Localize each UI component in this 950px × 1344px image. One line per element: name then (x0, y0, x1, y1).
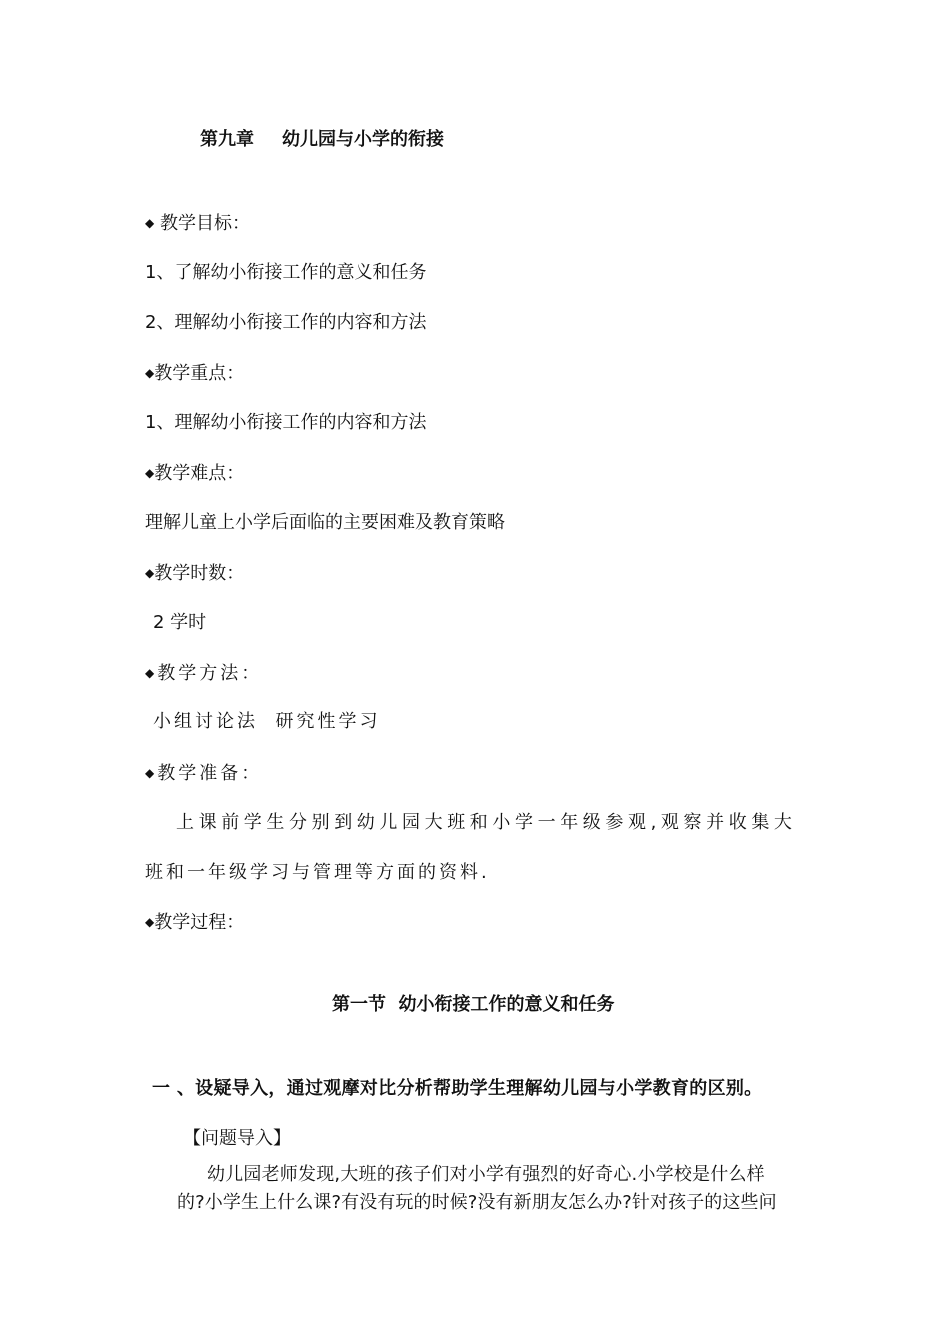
diamond-bullet-icon: ◆ (145, 366, 155, 380)
diamond-bullet-icon: ◆ (145, 766, 158, 780)
methods-heading: ◆教学方法： (145, 663, 263, 684)
paragraph-line: 幼儿园老师发现,大班的孩子们对小学有强烈的好奇心.小学校是什么样 (207, 1164, 765, 1185)
diamond-bullet-icon: ◆ (145, 915, 155, 929)
preparation-heading: ◆教学准备： (145, 763, 263, 784)
chapter-name: 幼儿园与小学的衔接 (282, 129, 444, 150)
section-subheading: 一 、设疑导入，通过观摩对比分析帮助学生理解幼儿园与小学教育的区别。 (152, 1078, 763, 1099)
diamond-bullet-icon: ◆ (145, 216, 155, 230)
hours-text: 2 学时 (153, 612, 207, 633)
objective-item: 1、了解幼小衔接工作的意义和任务 (145, 262, 427, 283)
difficulties-text: 理解儿童上小学后面临的主要困难及教育策略 (145, 512, 505, 533)
section-title: 第一节 幼小衔接工作的意义和任务 (332, 994, 615, 1015)
methods-text: 小组讨论法 研究性学习 (153, 711, 381, 732)
diamond-bullet-icon: ◆ (145, 466, 155, 480)
chapter-label: 第九章 (200, 129, 254, 150)
process-heading: ◆教学过程： (145, 912, 245, 933)
question-label: 【问题导入】 (183, 1128, 291, 1149)
diamond-bullet-icon: ◆ (145, 566, 155, 580)
key-points-heading: ◆教学重点： (145, 363, 245, 384)
chapter-title (200, 128, 444, 152)
preparation-line: 班和一年级学习与管理等方面的资料. (145, 862, 490, 883)
objectives-heading: ◆ 教学目标： (145, 213, 250, 234)
diamond-bullet-icon: ◆ (145, 666, 158, 680)
preparation-line: 上课前学生分别到幼儿园大班和小学一年级参观,观察并收集大 (176, 812, 797, 833)
key-point-item: 1、理解幼小衔接工作的内容和方法 (145, 412, 427, 433)
objective-item: 2、理解幼小衔接工作的内容和方法 (145, 312, 427, 333)
hours-heading: ◆教学时数： (145, 563, 245, 584)
difficulties-heading: ◆教学难点： (145, 463, 245, 484)
paragraph-line: 的?小学生上什么课?有没有玩的时候?没有新朋友怎么办?针对孩子的这些问 (177, 1192, 777, 1213)
